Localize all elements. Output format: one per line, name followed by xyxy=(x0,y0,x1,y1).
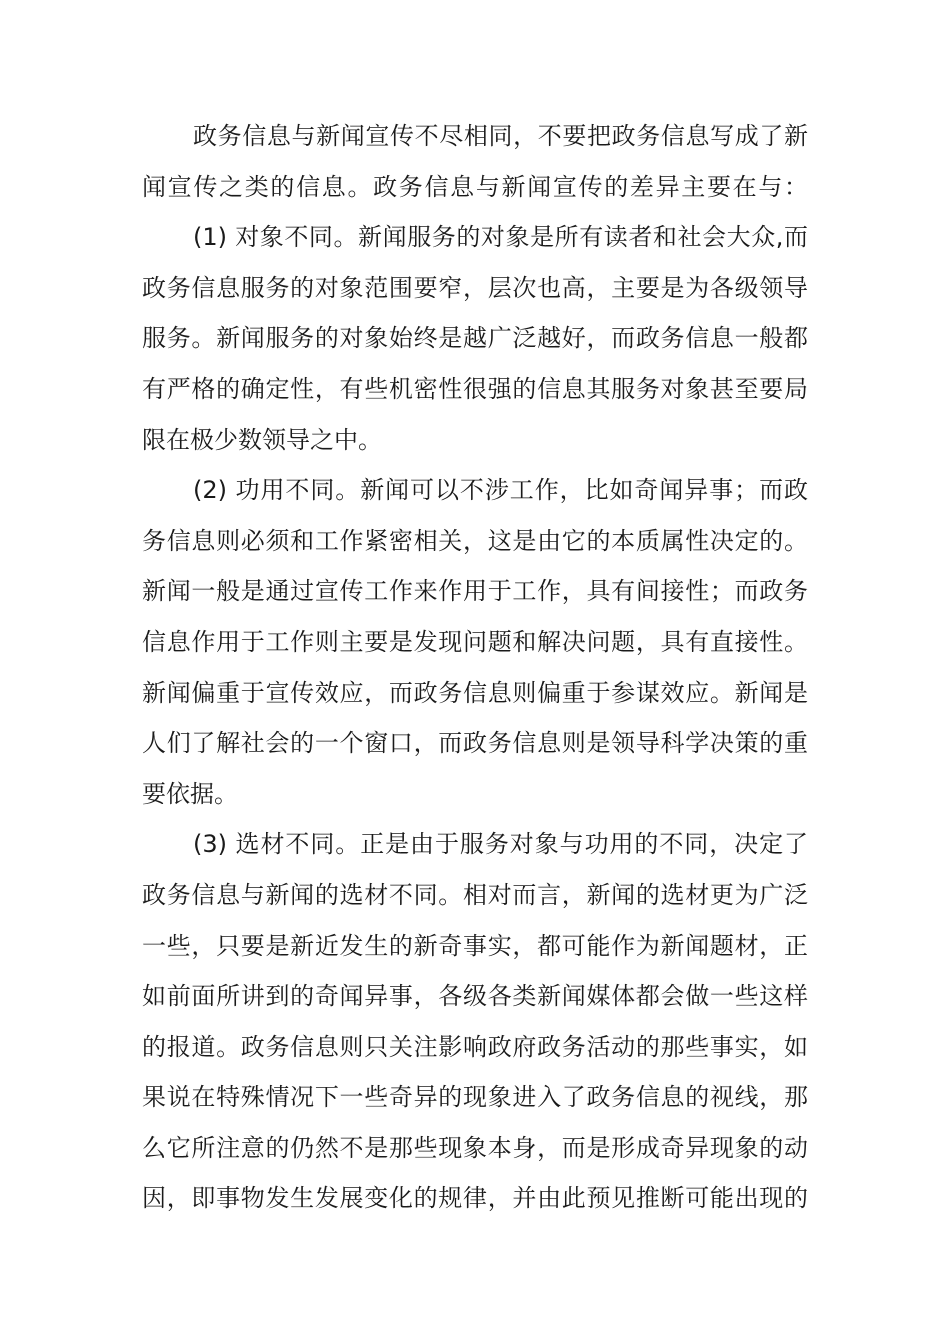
paragraph-3-line-2: 务信息则必须和工作紧密相关，这是由它的本质属性决定的。 xyxy=(142,526,808,555)
paragraph-1-line-1: 政务信息与新闻宣传不尽相同，不要把政务信息写成了新 xyxy=(193,122,808,150)
paragraph-2-line-4: 有严格的确定性，有些机密性很强的信息其服务对象甚至要局 xyxy=(142,374,808,403)
paragraph-3-line-1: (2) 功用不同。新闻可以不涉工作，比如奇闻异事；而政 xyxy=(193,476,808,505)
paragraph-4-line-5: 的报道。政务信息则只关注影响政府政务活动的那些事实，如 xyxy=(142,1032,808,1061)
paragraph-4-line-3: 一些，只要是新近发生的新奇事实，都可能作为新闻题材，正 xyxy=(142,931,808,960)
paragraph-1-line-2: 闻宣传之类的信息。政务信息与新闻宣传的差异主要在与： xyxy=(142,172,808,201)
paragraph-2-line-2: 政务信息服务的对象范围要窄，层次也高，主要是为各级领导 xyxy=(142,273,808,302)
paragraph-2-line-1: (1) 对象不同。新闻服务的对象是所有读者和社会大众,而 xyxy=(193,223,808,252)
paragraph-3-line-3: 新闻一般是通过宣传工作来作用于工作，具有间接性；而政务 xyxy=(142,577,808,606)
body-text xyxy=(142,111,808,1224)
paragraph-3-line-4: 信息作用于工作则主要是发现问题和解决问题，具有直接性。 xyxy=(142,627,808,656)
paragraph-4-line-7: 么它所注意的仍然不是那些现象本身，而是形成奇异现象的动 xyxy=(142,1133,808,1162)
paragraph-4-line-4: 如前面所讲到的奇闻异事，各级各类新闻媒体都会做一些这样 xyxy=(142,982,808,1011)
paragraph-2-line-5: 限在极少数领导之中。 xyxy=(142,425,382,454)
paragraph-2-line-3: 服务。新闻服务的对象始终是越广泛越好，而政务信息一般都 xyxy=(142,324,808,353)
paragraph-3-line-7: 要依据。 xyxy=(142,779,238,808)
paragraph-4-line-2: 政务信息与新闻的选材不同。相对而言，新闻的选材更为广泛 xyxy=(142,880,808,909)
paragraph-4-line-1: (3) 选材不同。正是由于服务对象与功用的不同，决定了 xyxy=(193,830,808,859)
paragraph-4-line-8: 因，即事物发生发展变化的规律，并由此预见推断可能出现的 xyxy=(142,1184,808,1213)
paragraph-3-line-6: 人们了解社会的一个窗口，而政务信息则是领导科学决策的重 xyxy=(142,729,808,758)
paragraph-4-line-6: 果说在特殊情况下一些奇异的现象进入了政务信息的视线，那 xyxy=(142,1083,808,1112)
paragraph-3-line-5: 新闻偏重于宣传效应，而政务信息则偏重于参谋效应。新闻是 xyxy=(142,678,808,707)
